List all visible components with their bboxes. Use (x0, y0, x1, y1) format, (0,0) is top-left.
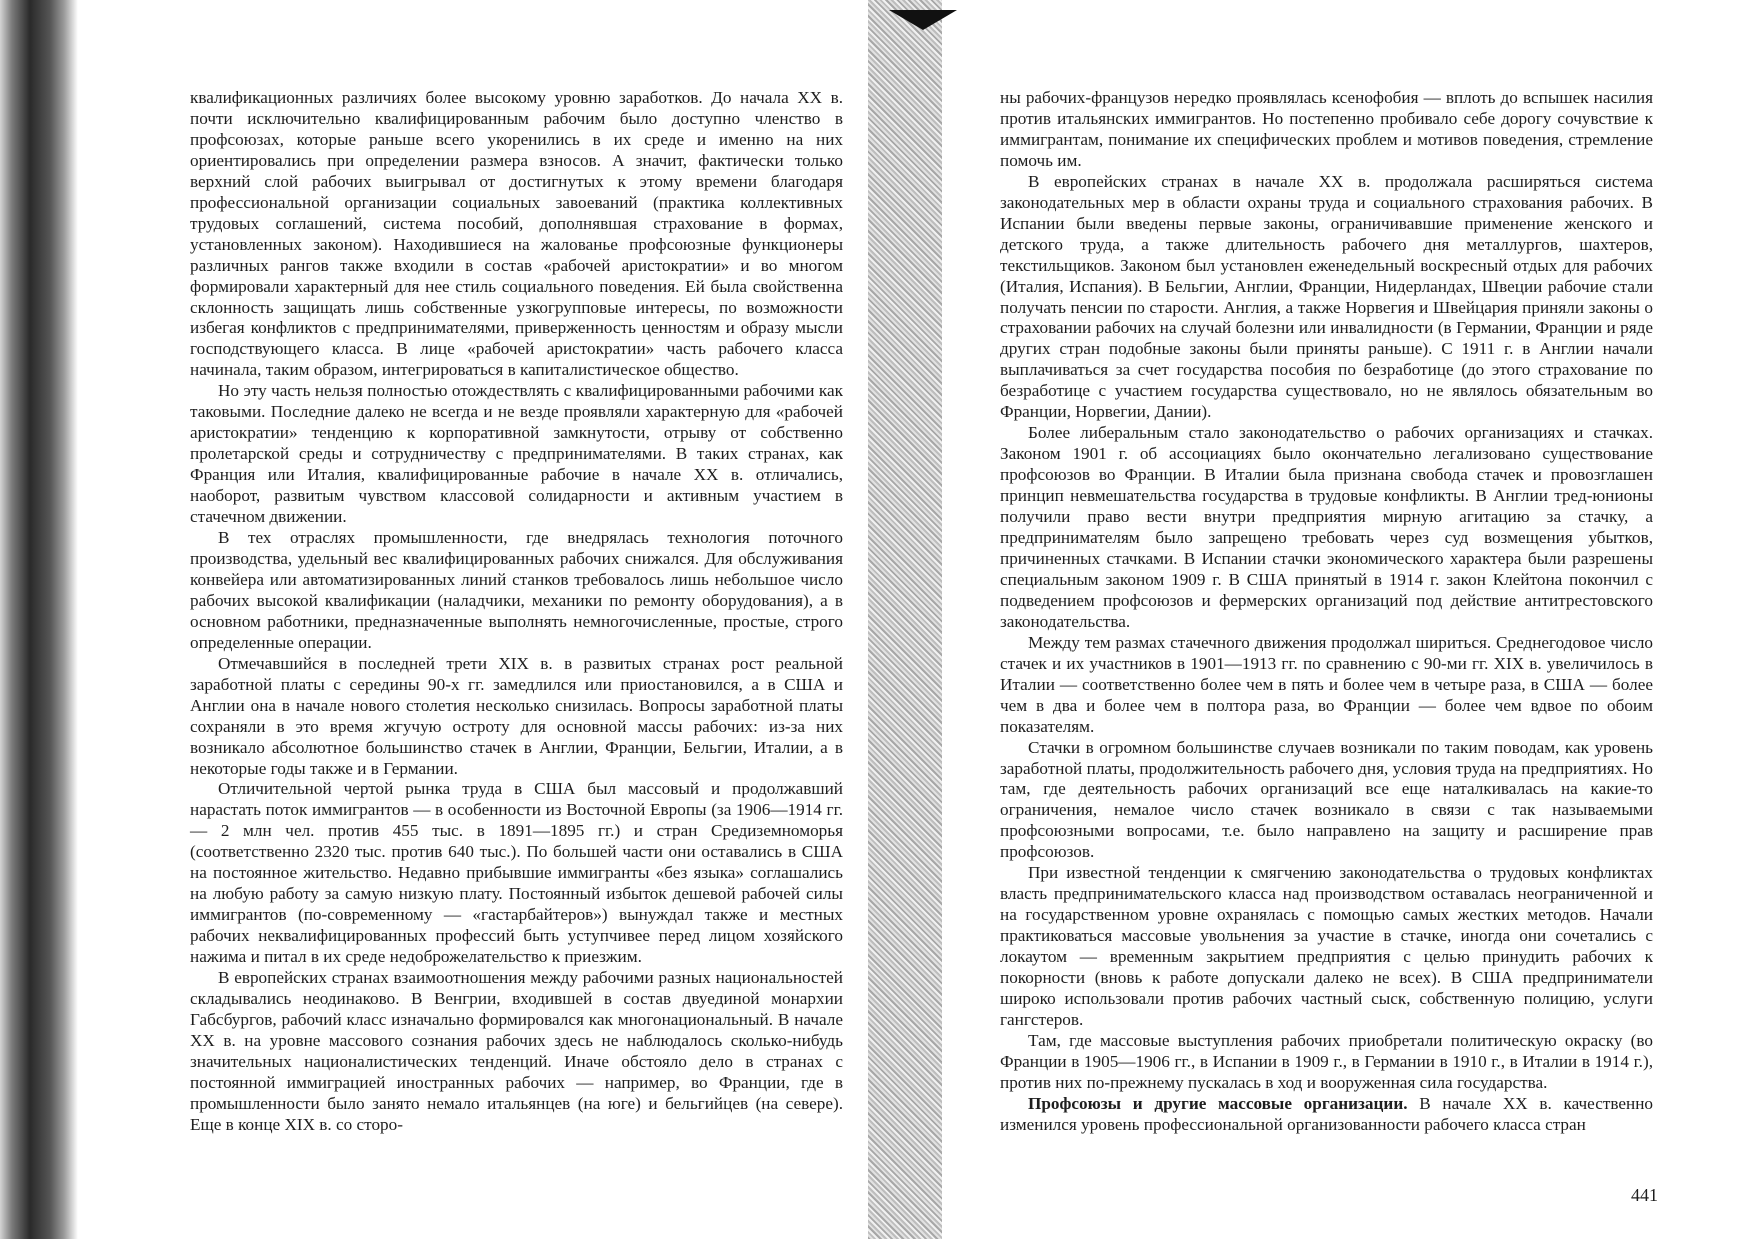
gutter-notch-mark (889, 10, 957, 30)
paragraph: Более либеральным стало законодательство о рабочих организациях и стачках. Законом 1901 г. об ассоциациях было окончательно легализовано существование профсоюзов во Франции. В Италии была признана свобода стачек и провозглашен принцип невмешательства государства в трудовые конфликты. В Англии тред-юнионы получили право вести внутри предприятия мирную агитацию за стачку, а предпринимателям было запрещено требовать через суд возмещения убытков, причиненных стачками. В Испании стачки экономического характера были разрешены специальным законом 1909 г. В США принятый в 1914 г. закон Клейтона покончил с подведением профсоюзов и фермерских организаций под действие антитрестовского законодательства. (1000, 423, 1653, 631)
left-page-text (190, 88, 843, 1136)
section-text: В начале XX в. качественно изменился уровень профессиональной организованности рабочего класса стран (1000, 1093, 1653, 1134)
book-spine-shadow-left (0, 0, 78, 1239)
right-page-text (1000, 88, 1653, 1136)
page-number: 441 (1631, 1185, 1658, 1205)
paragraph: квалификационных различиях более высокому уровню заработков. До начала XX в. почти исключительно квалифицированным рабочим было доступно членство в профсоюзах, которые раньше всего укоренились в их среде и именно на них ориентировались при определении размера взносов. А значит, фактически только верхний слой рабочих выигрывал от достигнутых к этому времени благодаря профессиональной организации социальных завоеваний (практика коллективных трудовых соглашений, система пособий, дополнявшая страхование в формах, установленных законом). Находившиеся на жалованье профсоюзные функционеры различных рангов также входили в состав «рабочей аристократии» и во многом формировали характерный для нее стиль социального поведения. Ей была свойственна склонность защищать лишь собственные узкогрупповые интересы, по возможности избегая конфликтов с предпринимателями, приверженность ценностям и образу мысли господствующего класса. В лице «рабочей аристократии» часть рабочего класса начинала, таким образом, интегрироваться в капиталистическое общество. (190, 88, 843, 380)
paragraph: Отмечавшийся в последней трети XIX в. в развитых странах рост реальной заработной платы с середины 90-х гг. замедлился или приостановился, а в США и Англии она в начале нового столетия несколько снизилась. Вопросы заработной платы сохраняли в это время жгучую остроту для основной массы рабочих: из-за них возникало абсолютное большинство стачек в Англии, Франции, Бельгии, Италии, а в некоторые годы также и в Германии. (190, 653, 843, 778)
section-heading: Профсоюзы и другие массовые организации. (1028, 1093, 1408, 1113)
paragraph: ны рабочих-французов нередко проявлялась ксенофобия — вплоть до вспышек насилия против итальянских иммигрантов. Но постепенно пробивало себе дорогу сочувствие к иммигрантам, понимание их специфических проблем и мотивов поведения, стремление помочь им. (1000, 88, 1653, 170)
paragraph: Там, где массовые выступления рабочих приобретали политическую окраску (во Франции в 1905—1906 гг., в Испании в 1909 г., в Германии в 1910 г., в Италии в 1914 г.), против них по-прежнему пускалась в ход и вооруженная сила государства. (1000, 1030, 1653, 1092)
paragraph: Стачки в огромном большинстве случаев возникали по таким поводам, как уровень заработной платы, продолжительность рабочего дня, условия труда на предприятиях. Но там, где деятельность рабочих организаций все еще наталкивалась на какие-то ограничения, немалое число стачек возникало в связи с так называемыми профсоюзными вопросами, т.е. было направлено на защиту и расширение прав профсоюзов. (1000, 737, 1653, 862)
paragraph: При известной тенденции к смягчению законодательства о трудовых конфликтах власть предпринимательского класса над производством оставалась неограниченной и на государственном уровне охранялась с помощью самых жестких методов. Начали практиковаться массовые увольнения за участие в стачке, иногда они сочетались с локаутом — временным закрытием предприятия с целью принудить рабочих к покорности (вновь к работе допускали далеко не всех). В США предприниматели широко использовали против рабочих частный сыск, собственную полицию, услуги гангстеров. (1000, 863, 1653, 1029)
book-gutter (868, 0, 942, 1239)
paragraph: В европейских странах взаимоотношения между рабочими разных национальностей складывались неодинаково. В Венгрии, входившей в состав двуединой монархии Габсбургов, рабочий класс изначально формировался как многонациональный. В начале XX в. на уровне массового сознания рабочих здесь не наблюдалось сколько-нибудь значительных националистических тенденций. Иначе обстояло дело в странах с постоянной иммиграцией иностранных рабочих — например, во Франции, где в промышленности было занято немало итальянцев (на юге) и бельгийцев (на севере). Еще в конце XIX в. со сторо- (190, 968, 843, 1134)
paragraph: В европейских странах в начале XX в. продолжала расширяться система законодательных мер в области охраны труда и социального страхования рабочих. В Испании были введены первые законы, ограничивавшие применение женского и детского труда, а также длительность рабочего дня металлургов, шахтеров, текстильщиков. Законом был установлен еженедельный воскресный отдых для рабочих (Италия, Испания). В Бельгии, Англии, Франции, Нидерландах, Швеции рабочие стали получать пенсии по старости. Англия, а также Норвегия и Швейцария приняли законы о страховании рабочих на случай болезни или инвалидности (в Германии, Франции и ряде других стран подобные законы были приняты раньше). С 1911 г. в Англии начали выплачиваться за счет государства пособия по безработице (до этого страхование по безработице с участием государства существовало, но не являлось обязательным во Франции, Норвегии, Дании). (1000, 171, 1653, 422)
paragraph: Но эту часть нельзя полностью отождествлять с квалифицированными рабочими как таковыми. Последние далеко не всегда и не везде проявляли характерную для «рабочей аристократии» тенденцию к корпоративной замкнутости, отрыву от собственно пролетарской среды и сотрудничеству с предпринимателями. В таких странах, как Франция или Италия, квалифицированные рабочие в начале XX в. отличались, наоборот, развитым чувством классовой солидарности и активным участием в стачечном движении. (190, 381, 843, 527)
section-paragraph (1000, 1094, 1653, 1136)
paragraph: В тех отраслях промышленности, где внедрялась технология поточного производства, удельный вес квалифицированных рабочих снижался. Для обслуживания конвейера или автоматизированных линий станков требовалось лишь небольшое число рабочих высокой квалификации (наладчики, механики по ремонту оборудования), а в основном работники, предназначенные выполнять немногочисленные, простые, строго определенные операции. (190, 528, 843, 652)
paragraph: Отличительной чертой рынка труда в США был массовый и продолжавший нарастать поток иммигрантов — в особенности из Восточной Европы (за 1906—1914 гг. — 2 млн чел. против 455 тыс. в 1891—1895 гг.) и стран Средиземноморья (соответственно 2320 тыс. против 640 тыс.). По большей части они оставались в США на постоянное жительство. Недавно прибывшие иммигранты «без языка» соглашались на любую работу за самую низкую плату. Постоянный избыток дешевой рабочей силы иммигрантов (по-современному — «гастарбайтеров») вынуждал также и местных рабочих неквалифицированных профессий быть уступчивее перед лицом хозяйского нажима и питал в их среде недоброжелательство к приезжим. (190, 779, 843, 967)
paragraph: Между тем размах стачечного движения продолжал шириться. Среднегодовое число стачек и их участников в 1901—1913 гг. по сравнению с 90-ми гг. XIX в. увеличилось в Италии — соответственно более чем в пять и более чем в четыре раза, в США — более чем в два и более чем в полтора раза, во Франции — более чем вдвое по обоим показателям. (1000, 632, 1653, 736)
